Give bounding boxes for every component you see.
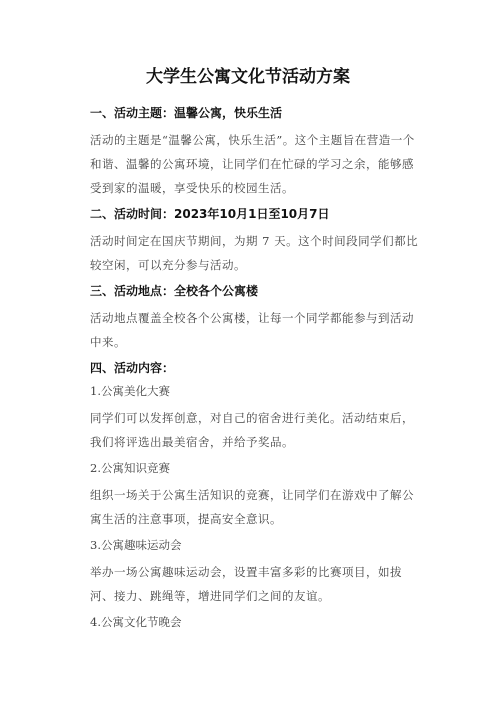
section-time [90,206,422,277]
section-heading: 二、活动时间：2023年10月1日至10月7日 [90,207,330,221]
document-title: 大学生公寓文化节活动方案 [146,67,350,87]
section-content [90,360,422,630]
section-heading: 三、活动地点：全校各个公寓楼 [90,284,259,298]
section-body: 活动的主题是“温馨公寓，快乐生活”。这个主题旨在营造一个和谐、温馨的公寓环境，让同学们在忙碌的学习之余，能够感受到家的温暖，享受快乐的校园生活。 [90,133,415,195]
content-item-label: 1.公寓美化大赛 [90,384,170,398]
section-heading: 四、活动内容： [90,361,175,375]
content-item-body: 举办一场公寓趣味运动会，设置丰富多彩的比赛项目，如拔河、接力、跳绳等，增进同学们之间的友谊。 [90,565,402,603]
content-item-label: 4.公寓文化节晚会 [90,615,182,629]
content-item-body: 同学们可以发挥创意，对自己的宿舍进行美化。活动结束后，我们将评选出最美宿舍，并给予奖品。 [90,411,414,449]
section-theme [90,105,422,200]
content-item-body: 组织一场关于公寓生活知识的竞赛，让同学们在游戏中了解公寓生活的注意事项，提高安全意识。 [90,488,414,526]
section-body: 活动地点覆盖全校各个公寓楼，让每一个同学都能参与到活动中来。 [90,311,414,349]
section-heading: 一、活动主题：温馨公寓，快乐生活 [90,106,283,120]
section-location [90,283,422,354]
content-item-label: 3.公寓趣味运动会 [90,538,182,552]
section-body: 活动时间定在国庆节期间，为期 7 天。这个时间段同学们都比较空闲，可以充分参与活动。 [90,234,419,272]
content-item-label: 2.公寓知识竞赛 [90,461,170,475]
